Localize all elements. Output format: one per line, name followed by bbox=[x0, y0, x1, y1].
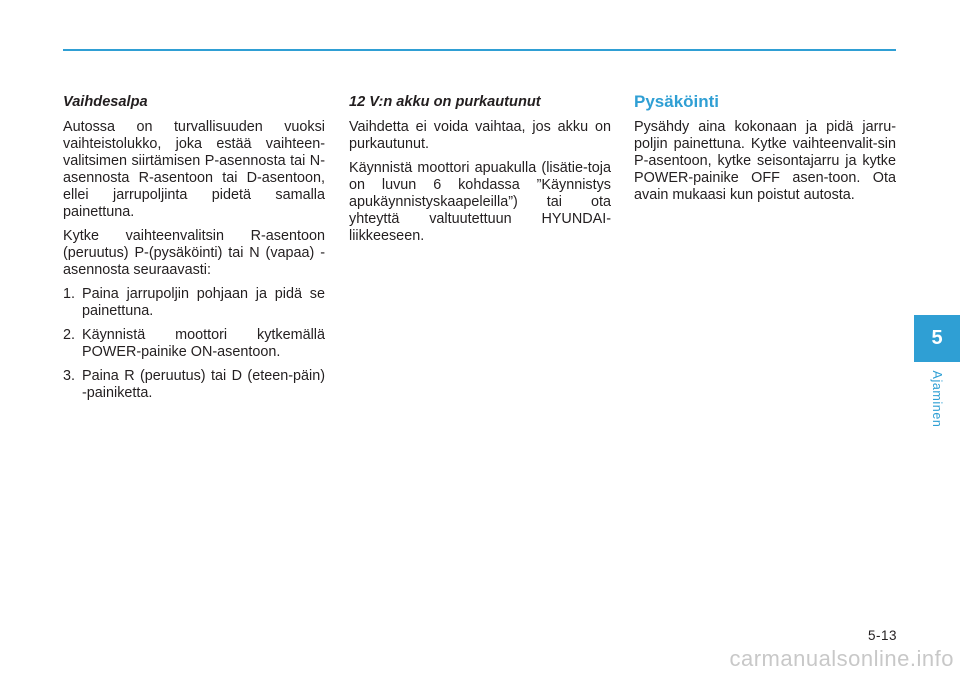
step-item bbox=[63, 327, 325, 361]
header-rule bbox=[63, 49, 896, 51]
step-text: Paina R (peruutus) tai D (eteen-päin) -painiketta. bbox=[82, 368, 325, 401]
paragraph: Käynnistä moottori apuakulla (lisätie-toja on luvun 6 kohdassa ”Käynnistys apukäynnistyskaapeleilla”) tai ota yhteyttä valtuutettuun HYUNDAI-liikkeeseen. bbox=[349, 160, 611, 244]
step-number: 1. bbox=[63, 286, 76, 302]
paragraph: Vaihdetta ei voida vaihtaa, jos akku on purkautunut. bbox=[349, 119, 611, 152]
paragraph: Autossa on turvallisuuden vuoksi vaihteistolukko, joka estää vaihteen-valitsimen siirtämisen P-asennosta tai N-asennosta R-asentoon tai D-asentoon, ellei jarrupoljinta pidetä samalla painettuna. bbox=[63, 119, 325, 220]
column-vaihdesalpa bbox=[63, 92, 325, 409]
column-battery bbox=[349, 92, 611, 252]
section-title: Pysäköinti bbox=[634, 92, 720, 111]
step-item bbox=[63, 368, 325, 402]
step-number: 2. bbox=[63, 327, 76, 343]
watermark: carmanualsonline.info bbox=[729, 646, 954, 671]
step-text: Käynnistä moottori kytkemällä POWER-painike ON-asentoon. bbox=[82, 327, 325, 360]
paragraph: Kytke vaihteenvalitsin R-asentoon (peruutus) P-(pysäköinti) tai N (vapaa) -asennosta seuraavasti: bbox=[63, 228, 325, 278]
chapter-tab bbox=[914, 315, 960, 362]
paragraph: Pysähdy aina kokonaan ja pidä jarru-poljin painettuna. Kytke vaihteenvalit-sin P-asentoon, kytke seisontajarru ja kytke POWER-painike OFF asen-toon. Ota avain mukaasi kun poistut autosta. bbox=[634, 119, 896, 203]
step-item bbox=[63, 286, 325, 320]
page-number: 5-13 bbox=[867, 628, 897, 643]
section-heading: Vaihdesalpa bbox=[63, 94, 148, 110]
section-heading: 12 V:n akku on purkautunut bbox=[349, 94, 541, 110]
chapter-label: Ajaminen bbox=[930, 370, 944, 428]
column-parking bbox=[634, 92, 896, 211]
step-number: 3. bbox=[63, 368, 76, 384]
step-list bbox=[63, 286, 325, 402]
chapter-number: 5 bbox=[931, 327, 943, 349]
step-text: Paina jarrupoljin pohjaan ja pidä se painettuna. bbox=[82, 286, 325, 319]
